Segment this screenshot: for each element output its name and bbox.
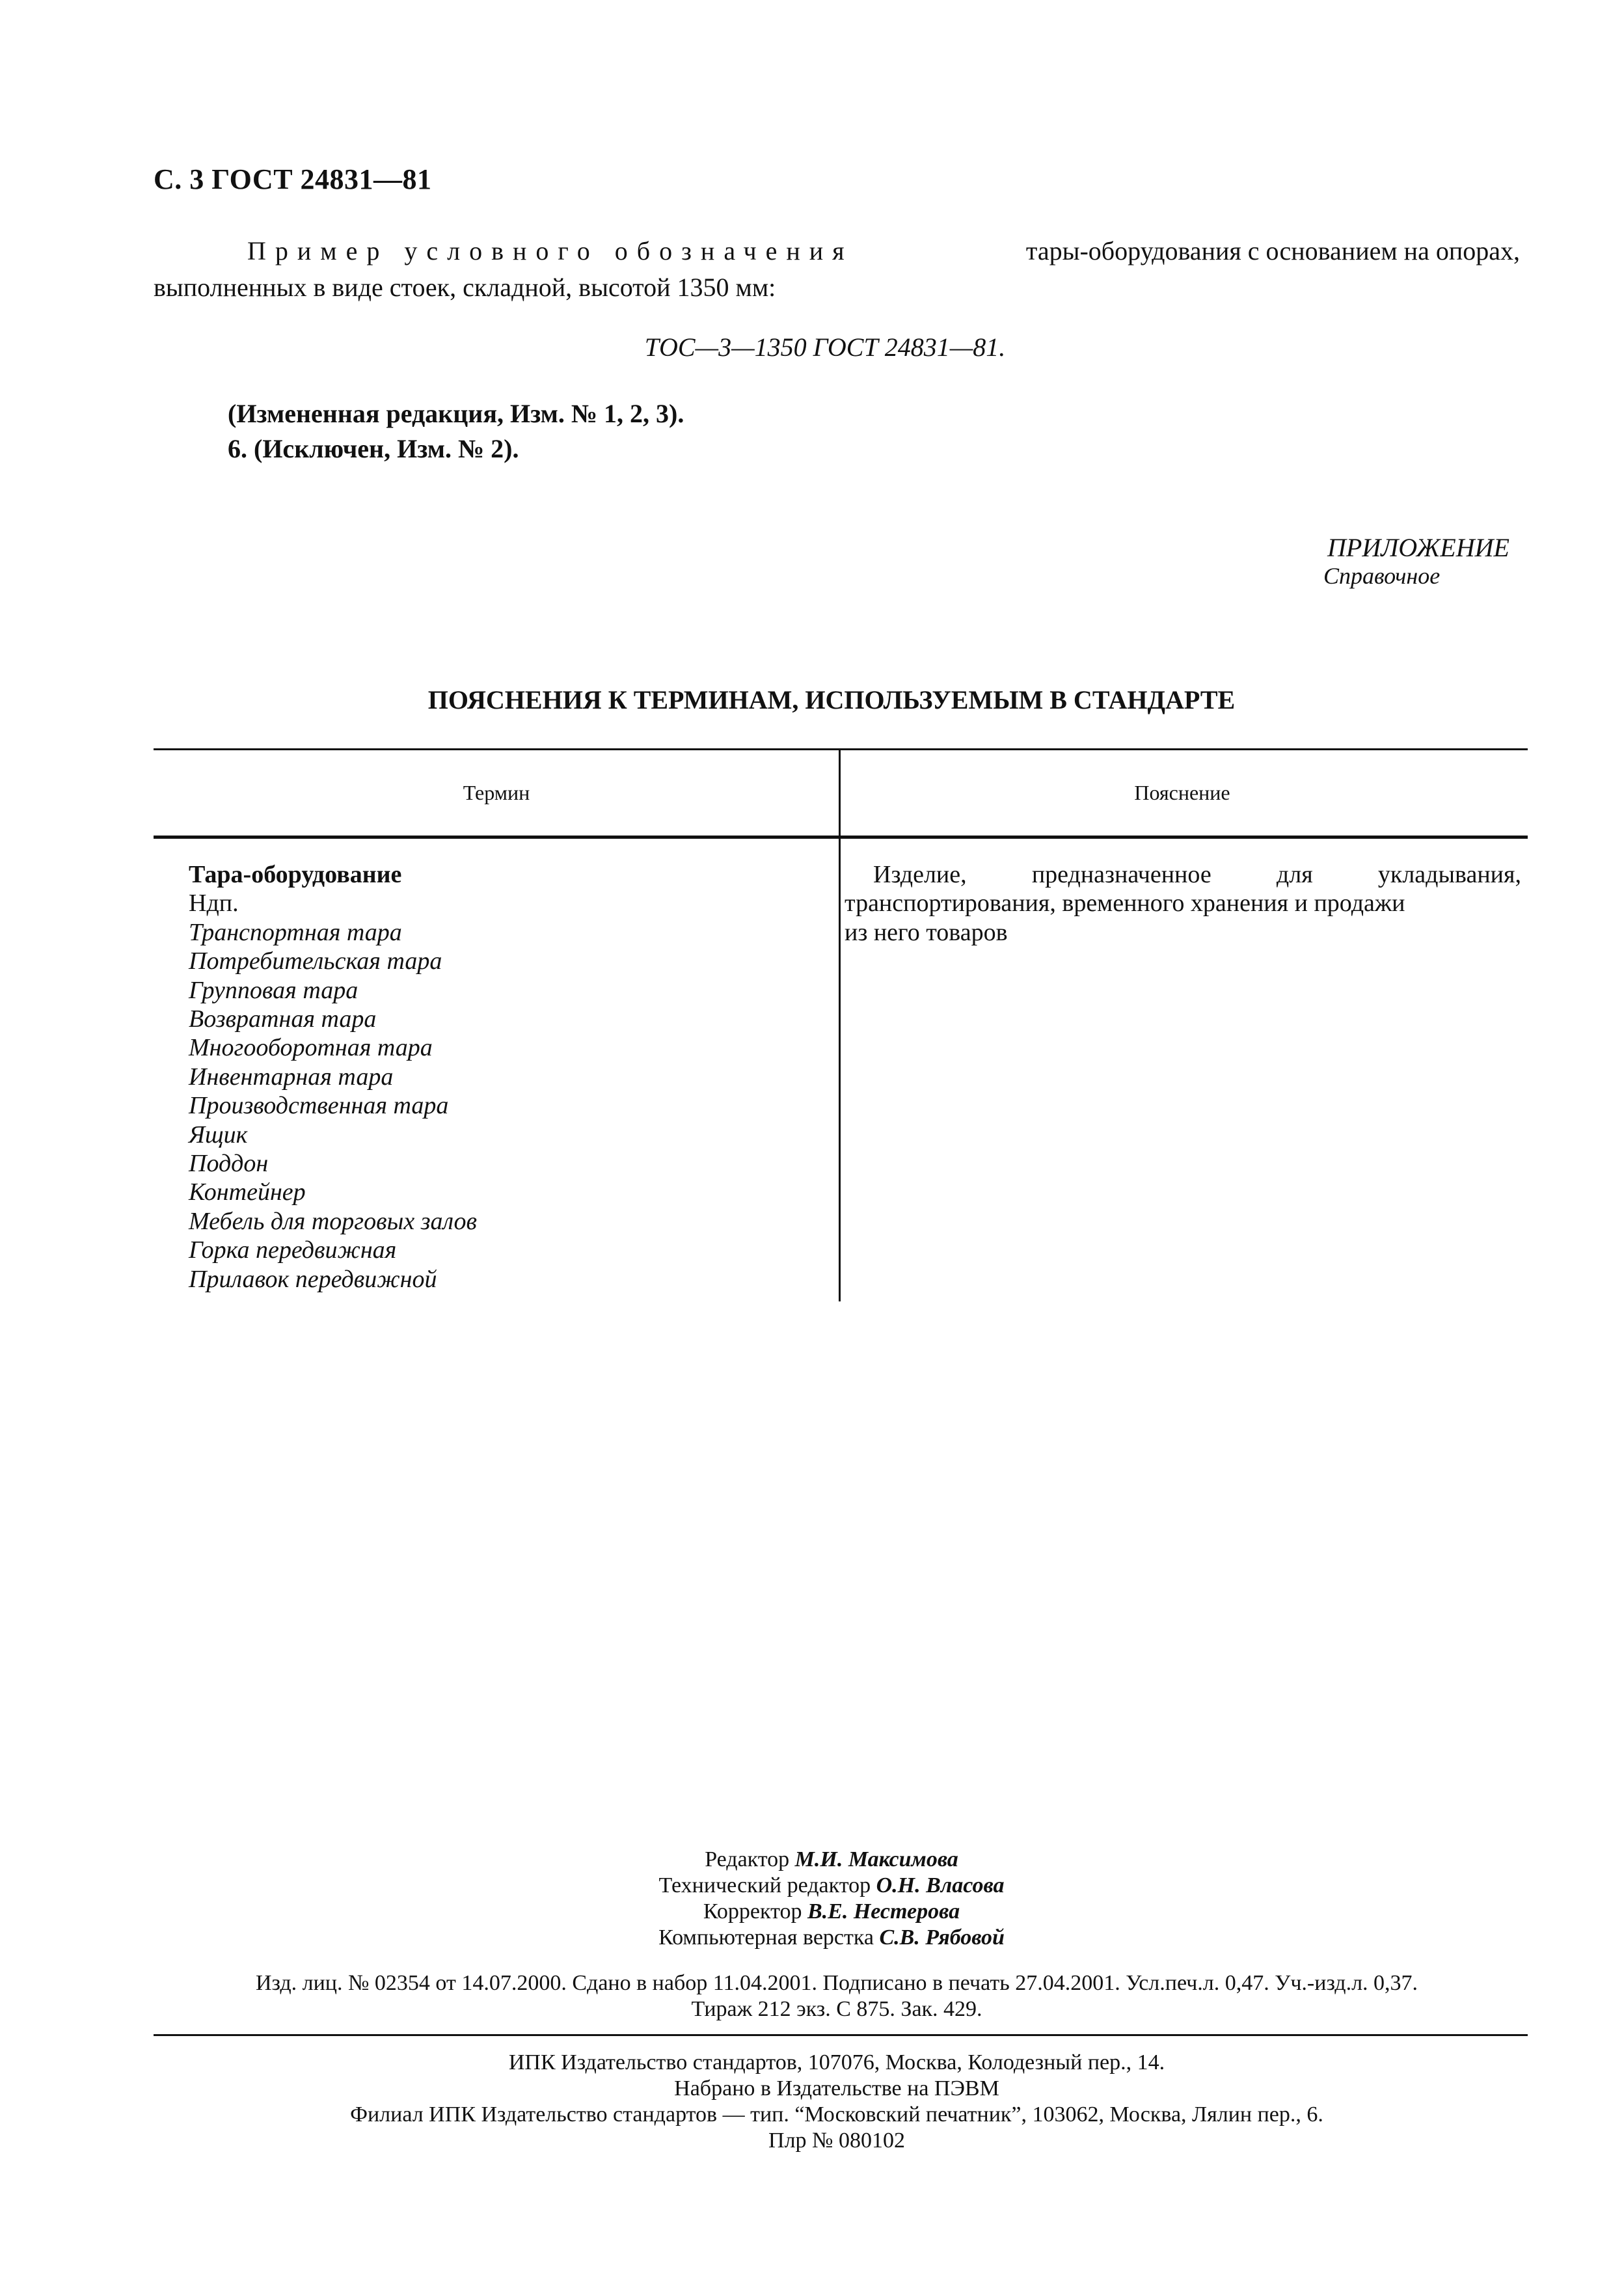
appendix-subtitle: Справочное	[1323, 563, 1441, 589]
example-line-1-rest: тары-оборудования с основанием на опорах,	[1025, 236, 1520, 265]
layout-name: С.В. Рябовой	[879, 1925, 1005, 1950]
term-item: Горка передвижная	[189, 1236, 397, 1264]
footer-line-1: ИПК Издательство стандартов, 107076, Москва, Колодезный пер., 14.	[508, 2050, 1165, 2074]
appendix-title: ПРИЛОЖЕНИЕ	[1327, 533, 1509, 562]
explanation-cell	[845, 860, 1521, 947]
term-item: Групповая тара	[189, 976, 359, 1004]
term-item: Производственная тара	[189, 1092, 449, 1120]
explanation-line-1	[845, 860, 1521, 889]
term-item: Многооборотная тара	[189, 1034, 433, 1062]
explanation-word: укладывания,	[1377, 861, 1521, 888]
explanation-line-2: транспортирования, временного хранения и продажи	[845, 890, 1405, 918]
layout-label: Компьютерная верстка	[658, 1925, 874, 1950]
page-header: С. 3 ГОСТ 24831—81	[154, 163, 432, 195]
publisher-footer	[154, 2050, 1520, 2154]
explanation-word: Изделие,	[873, 861, 967, 888]
table-header-rule	[154, 836, 1528, 839]
document-title: ПОЯСНЕНИЯ К ТЕРМИНАМ, ИСПОЛЬЗУЕМЫМ В СТАНДАРТЕ	[427, 685, 1236, 714]
designation-example: ТОС—3—1350 ГОСТ 24831—81.	[644, 333, 1006, 362]
publication-info-line-2: Тираж 212 экз. С 875. Зак. 429.	[691, 1997, 982, 2021]
corrector-label: Корректор	[703, 1899, 802, 1924]
example-paragraph	[154, 233, 1520, 306]
table-top-rule	[154, 748, 1528, 750]
term-item: Ндп.	[189, 890, 239, 918]
corrector-name: В.Е. Нестерова	[807, 1899, 960, 1924]
term-item: Мебель для торговых залов	[189, 1207, 478, 1235]
corrector-line	[39, 1899, 1624, 1925]
explanation-line-3: из него товаров	[845, 918, 1008, 946]
tech-editor-line	[39, 1873, 1624, 1899]
term-item: Прилавок передвижной	[189, 1265, 437, 1293]
term-item: Поддон	[189, 1150, 269, 1178]
term-item: Ящик	[189, 1121, 248, 1149]
example-spaced-lead: Пример условного обозначения	[247, 236, 854, 265]
imprint-credits	[0, 1847, 1624, 1951]
footer-line-4: Плр № 080102	[768, 2128, 905, 2153]
term-item: Тара-оборудование	[189, 861, 402, 888]
example-line-2: выполненных в виде стоек, складной, высотой 1350 мм:	[154, 273, 776, 302]
term-item: Контейнер	[189, 1178, 306, 1206]
footer-line-2: Набрано в Издательстве на ПЭВМ	[674, 2076, 999, 2100]
explanation-word: для	[1276, 861, 1313, 888]
explanation-word: предназначенное	[1031, 861, 1211, 888]
footer-line-3: Филиал ИПК Издательство стандартов — тип. “Московский печатник”, 103062, Москва, Лялин пер., 6.	[350, 2102, 1323, 2127]
publication-info-line-1: Изд. лиц. № 02354 от 14.07.2000. Сдано в набор 11.04.2001. Подписано в печать 27.04.2001. Усл.печ.л. 0,47. Уч.-изд.л. 0,37.	[255, 1971, 1418, 1995]
editor-line	[39, 1847, 1624, 1873]
tech-editor-label: Технический редактор	[658, 1873, 871, 1897]
layout-line	[39, 1925, 1624, 1951]
table-header-explanation: Пояснение	[1134, 781, 1230, 804]
term-item: Транспортная тара	[189, 918, 402, 946]
publication-info	[154, 1970, 1520, 2022]
example-line-1	[154, 233, 1520, 269]
tech-editor-name: О.Н. Власова	[876, 1873, 1005, 1897]
changed-edition-note: (Измененная редакция, Изм. № 1, 2, 3).	[228, 399, 684, 428]
editor-label: Редактор	[705, 1847, 790, 1871]
term-item: Потребительская тара	[189, 947, 442, 975]
terms-list	[189, 860, 477, 1294]
term-item: Возвратная тара	[189, 1005, 377, 1033]
excluded-clause-note: 6. (Исключен, Изм. № 2).	[228, 434, 519, 463]
table-header-term: Термин	[463, 781, 530, 804]
footer-rule	[154, 2034, 1528, 2036]
editor-name: М.И. Максимова	[794, 1847, 958, 1871]
term-item: Инвентарная тара	[189, 1063, 394, 1091]
table-column-divider	[839, 748, 841, 1301]
